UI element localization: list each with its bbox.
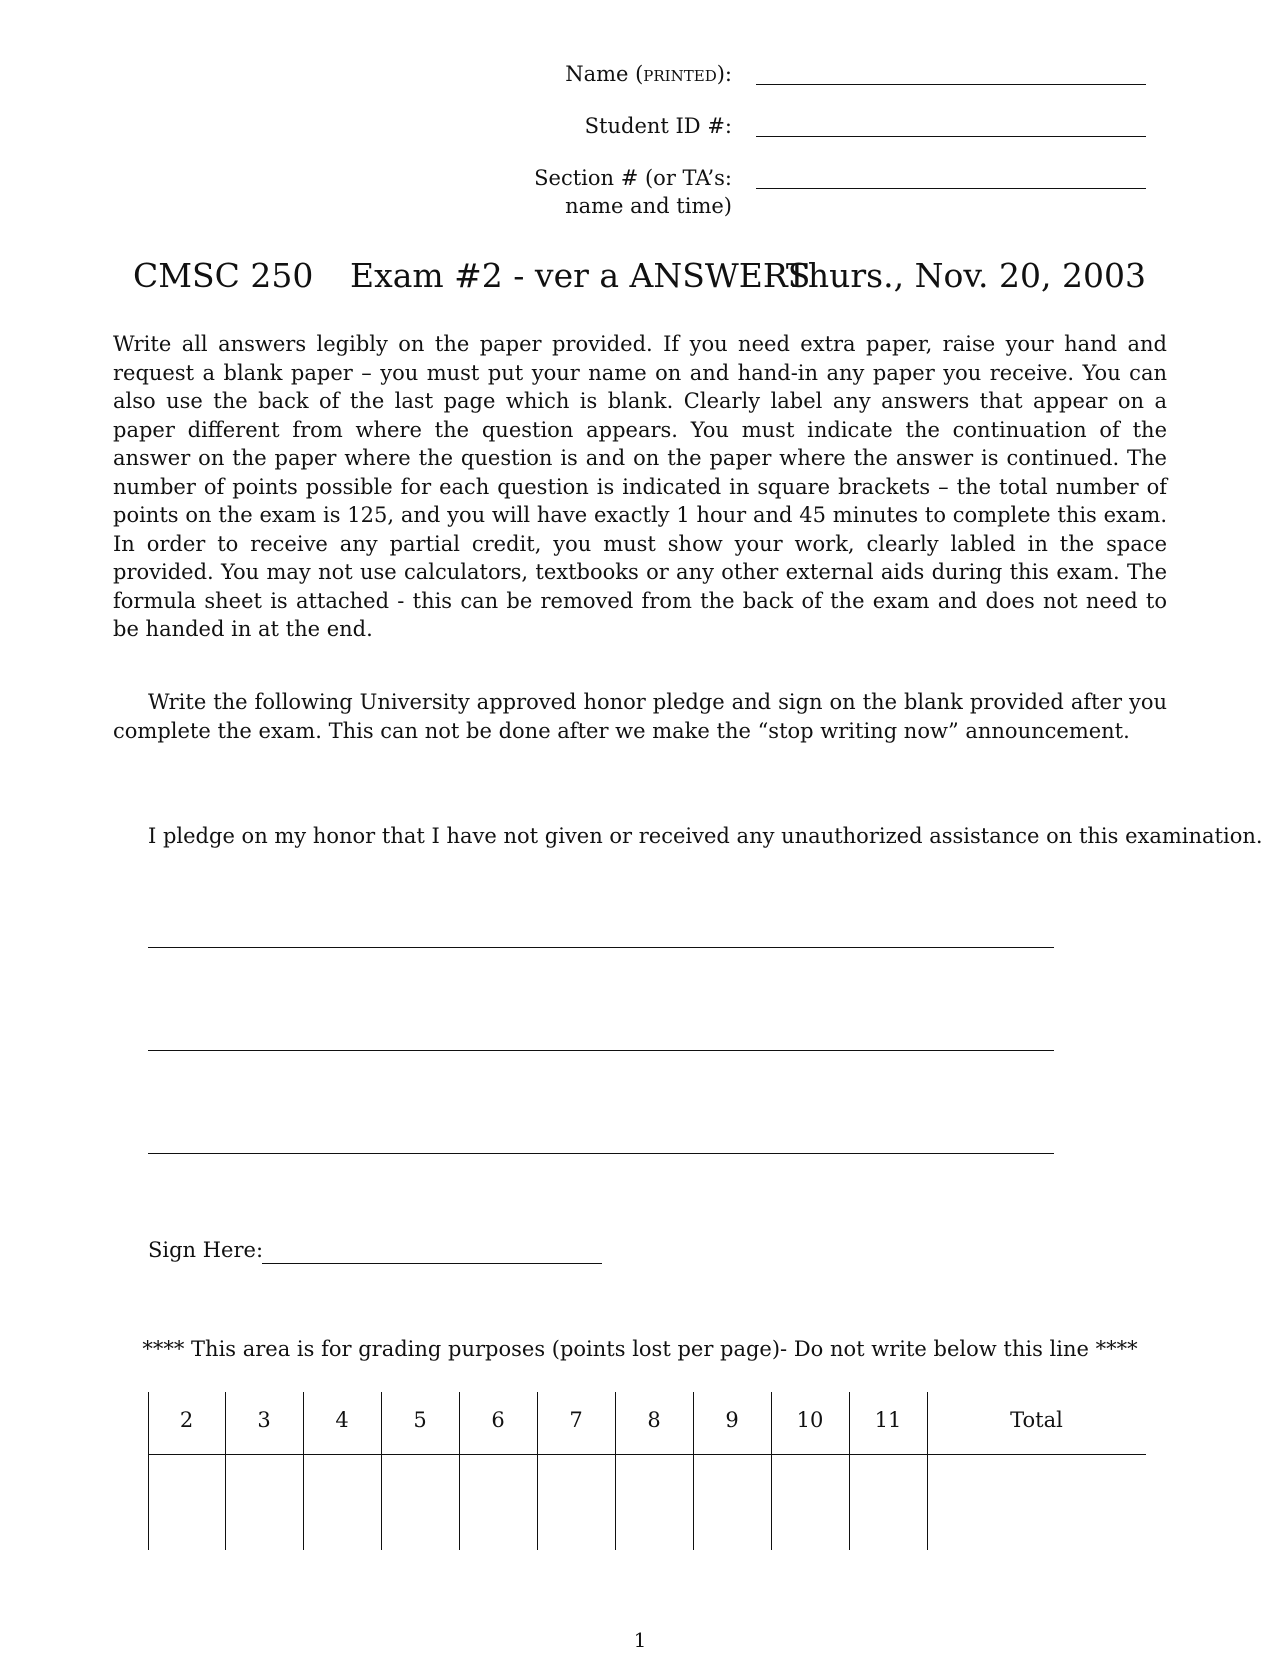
- col-head-page-3: 3: [257, 1408, 271, 1432]
- pledge-write-line-2[interactable]: [148, 1050, 1054, 1051]
- pledge-instructions: Write the following University approved honor pledge and sign on the blank provided after you complete the exam. This can not be done after we make the “stop writing now” announcement.: [113, 690, 1167, 743]
- exam-date: Thurs., Nov. 20, 2003: [785, 256, 1146, 295]
- section-label: [534, 164, 732, 220]
- student-id-line[interactable]: [756, 136, 1146, 137]
- col-head-page-5: 5: [413, 1408, 427, 1432]
- name-label-prefix: Name (: [565, 62, 644, 86]
- col-head-page-2: 2: [179, 1408, 194, 1432]
- section-label-line1: Section # (or TA’s:: [534, 166, 732, 190]
- pledge-write-line-3[interactable]: [148, 1153, 1054, 1154]
- name-line[interactable]: [756, 84, 1146, 85]
- course-title: CMSC 250: [133, 256, 314, 295]
- col-head-page-10: 10: [796, 1408, 824, 1432]
- col-head-page-6: 6: [491, 1408, 505, 1432]
- grading-table: [148, 1392, 1146, 1550]
- signature-line[interactable]: [262, 1263, 602, 1264]
- grading-note: **** This area is for grading purposes (points lost per page)- Do not write below this line ****: [142, 1337, 1138, 1361]
- instructions-paragraph: Write all answers legibly on the paper provided. If you need extra paper, raise your hand and request a blank paper – you must put your name on and hand-in any paper you receive. You can also use the back of the last page which is blank. Clearly label any answers that appear on a paper different from where the question appears. You must indicate the continuation of the answer on the paper where the question is and on the paper where the answer is continued. The number of points possible for each question is indicated in square brackets – the total number of points on the exam is 125, and you will have exactly 1 hour and 45 minutes to complete this exam. In order to receive any partial credit, you must show your work, clearly labled in the space provided. You may not use calculators, textbooks or any other external aids during this exam. The formula sheet is attached - this can be removed from the back of the exam and does not need to be handed in at the end.: [113, 332, 1167, 641]
- name-field-label: [565, 60, 732, 88]
- section-label-line2: name and time): [565, 194, 732, 218]
- col-head-page-4: 4: [335, 1408, 349, 1432]
- col-head-page-11: 11: [874, 1408, 902, 1432]
- name-label-caps: printed: [643, 62, 717, 86]
- page-number: 1: [633, 1628, 647, 1652]
- col-head-page-8: 8: [647, 1408, 661, 1432]
- exam-title: Exam #2 - ver a ANSWERS: [350, 256, 811, 295]
- table-hline: [148, 1454, 1146, 1455]
- student-id-label: Student ID #:: [584, 114, 732, 138]
- pledge-text: I pledge on my honor that I have not given or received any unauthorized assistance on this examination.: [148, 824, 1263, 848]
- col-head-page-9: 9: [725, 1408, 739, 1432]
- sign-label: Sign Here:: [148, 1238, 264, 1262]
- name-label-suffix: ):: [716, 62, 732, 86]
- pledge-write-line-1[interactable]: [148, 947, 1054, 948]
- section-line[interactable]: [756, 188, 1146, 189]
- col-head-total: Total: [1010, 1408, 1063, 1432]
- col-head-page-7: 7: [569, 1408, 583, 1432]
